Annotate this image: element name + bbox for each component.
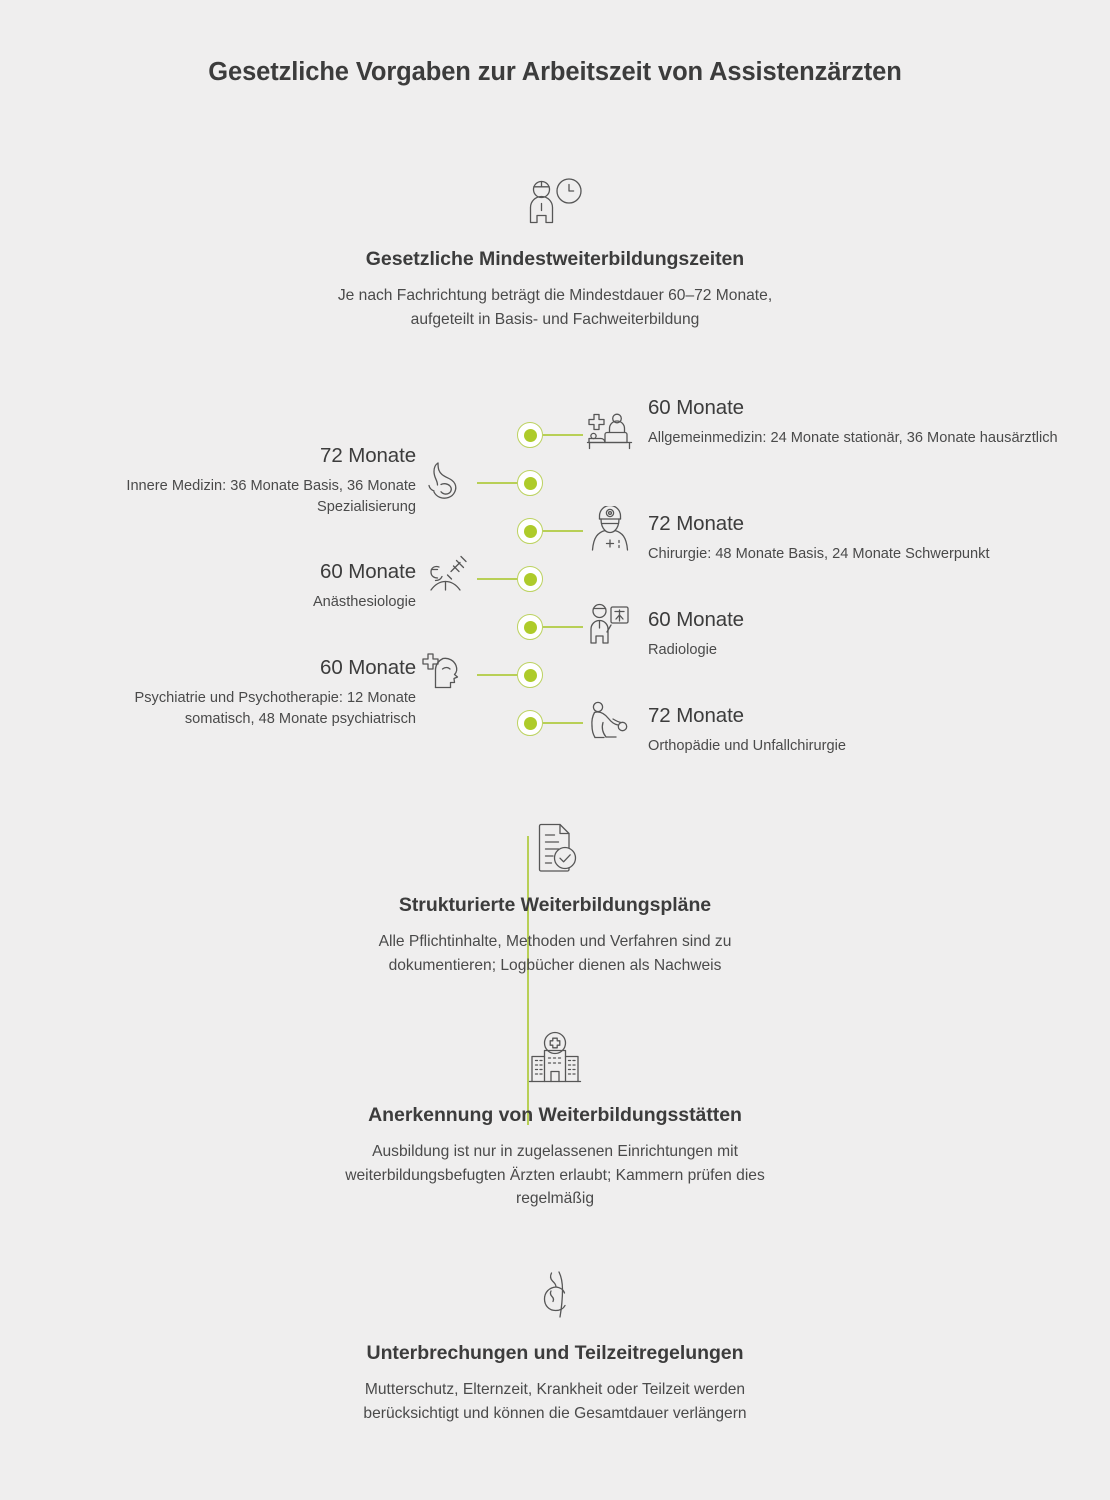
section-body-line: berücksichtigt und können die Gesamtdauer verlängern <box>363 1404 747 1422</box>
section-heading: Gesetzliche Mindestweiterbildungszeiten <box>365 248 745 270</box>
timeline-item-chirurgie <box>648 512 1078 565</box>
page-title: Gesetzliche Vorgaben zur Arbeitszeit von Assistenzärzten <box>208 58 902 86</box>
section-heading: Anerkennung von Weiterbildungsstätten <box>368 1104 742 1126</box>
section-body-line: regelmäßig <box>516 1190 594 1208</box>
timeline-connector <box>543 722 583 724</box>
timeline-node[interactable] <box>517 662 543 688</box>
section-heading: Strukturierte Weiterbildungspläne <box>398 894 712 916</box>
timeline-item-description: Psychiatrie und Psychotherapie: 12 Monate somatisch, 48 Monate psychiatrisch <box>134 689 416 727</box>
timeline-item-description: Allgemeinmedizin: 24 Monate stationär, 36 Monate hausärztlich <box>648 429 1058 446</box>
timeline-connector <box>543 626 583 628</box>
section-body <box>0 1140 1110 1211</box>
timeline-item-months: 60 Monate <box>320 656 416 679</box>
orthopedics-icon <box>586 698 632 744</box>
section-body <box>0 284 1110 331</box>
timeline-node[interactable] <box>517 422 543 448</box>
timeline-item-months: 72 Monate <box>320 444 416 467</box>
document-check-icon <box>0 818 1110 880</box>
surgeon-icon <box>586 506 632 552</box>
section-body-line: weiterbildungsbefugten Ärzten erlaubt; Kammern prüfen dies <box>345 1166 765 1184</box>
section-anerkennung-weiterbildungsstaetten <box>0 1028 1110 1211</box>
section-body-line: Alle Pflichtinhalte, Methoden und Verfahren sind zu <box>378 933 732 950</box>
section-mindestweiterbildungszeiten <box>0 172 1110 331</box>
timeline-node[interactable] <box>517 518 543 544</box>
timeline-item-radiologie <box>648 608 1048 661</box>
timeline-item-orthopaedie <box>648 704 1048 757</box>
section-body <box>0 1378 1110 1425</box>
brain-cross-icon <box>422 650 468 696</box>
section-body-line: Mutterschutz, Elternzeit, Krankheit oder Teilzeit werden <box>364 1381 746 1398</box>
timeline-connector <box>477 482 517 484</box>
timeline-item-description: Innere Medizin: 36 Monate Basis, 36 Monate Spezialisierung <box>126 477 416 515</box>
timeline-connector <box>477 674 517 676</box>
timeline-item-description: Orthopädie und Unfallchirurgie <box>648 737 846 754</box>
section-body <box>0 930 1110 977</box>
timeline-item-innere-medizin <box>48 444 416 518</box>
timeline-connector <box>477 578 517 580</box>
timeline-item-allgemeinmedizin <box>648 396 1068 449</box>
section-unterbrechungen-teilzeit <box>0 1266 1110 1425</box>
hospital-bed-patient-icon <box>586 410 632 456</box>
timeline-connector <box>543 434 583 436</box>
timeline-item-months: 60 Monate <box>648 396 744 419</box>
hospital-building-icon <box>0 1028 1110 1090</box>
timeline-node[interactable] <box>517 566 543 592</box>
specialty-duration-timeline <box>0 396 1110 790</box>
timeline-item-months: 60 Monate <box>320 560 416 583</box>
timeline-item-description: Anästhesiologie <box>312 593 416 610</box>
section-weiterbildungsplaene <box>0 818 1110 977</box>
timeline-node[interactable] <box>517 470 543 496</box>
section-heading: Unterbrechungen und Teilzeitregelungen <box>366 1342 744 1364</box>
anesthesia-syringe-icon <box>422 552 468 598</box>
timeline-item-anaesthesiologie <box>100 560 416 613</box>
timeline-item-months: 72 Monate <box>648 512 744 535</box>
timeline-item-description: Radiologie <box>648 641 717 658</box>
timeline-node[interactable] <box>517 614 543 640</box>
section-body-line: Je nach Fachrichtung beträgt die Mindestdauer 60–72 Monate, <box>337 287 773 304</box>
timeline-item-description: Chirurgie: 48 Monate Basis, 24 Monate Schwerpunkt <box>648 545 990 562</box>
radiology-xray-icon <box>586 602 632 648</box>
timeline-connector <box>543 530 583 532</box>
section-body-line: Ausbildung ist nur in zugelassenen Einrichtungen mit <box>372 1143 738 1160</box>
section-body-line: aufgeteilt in Basis- und Fachweiterbildung <box>410 310 700 328</box>
doctor-clock-icon <box>0 172 1110 234</box>
timeline-item-months: 72 Monate <box>648 704 744 727</box>
timeline-item-psychiatrie <box>116 656 416 730</box>
pregnancy-icon <box>0 1266 1110 1328</box>
stomach-icon <box>422 458 468 504</box>
timeline-node[interactable] <box>517 710 543 736</box>
section-body-line: dokumentieren; Logbücher dienen als Nachweis <box>388 956 722 974</box>
timeline-item-months: 60 Monate <box>648 608 744 631</box>
